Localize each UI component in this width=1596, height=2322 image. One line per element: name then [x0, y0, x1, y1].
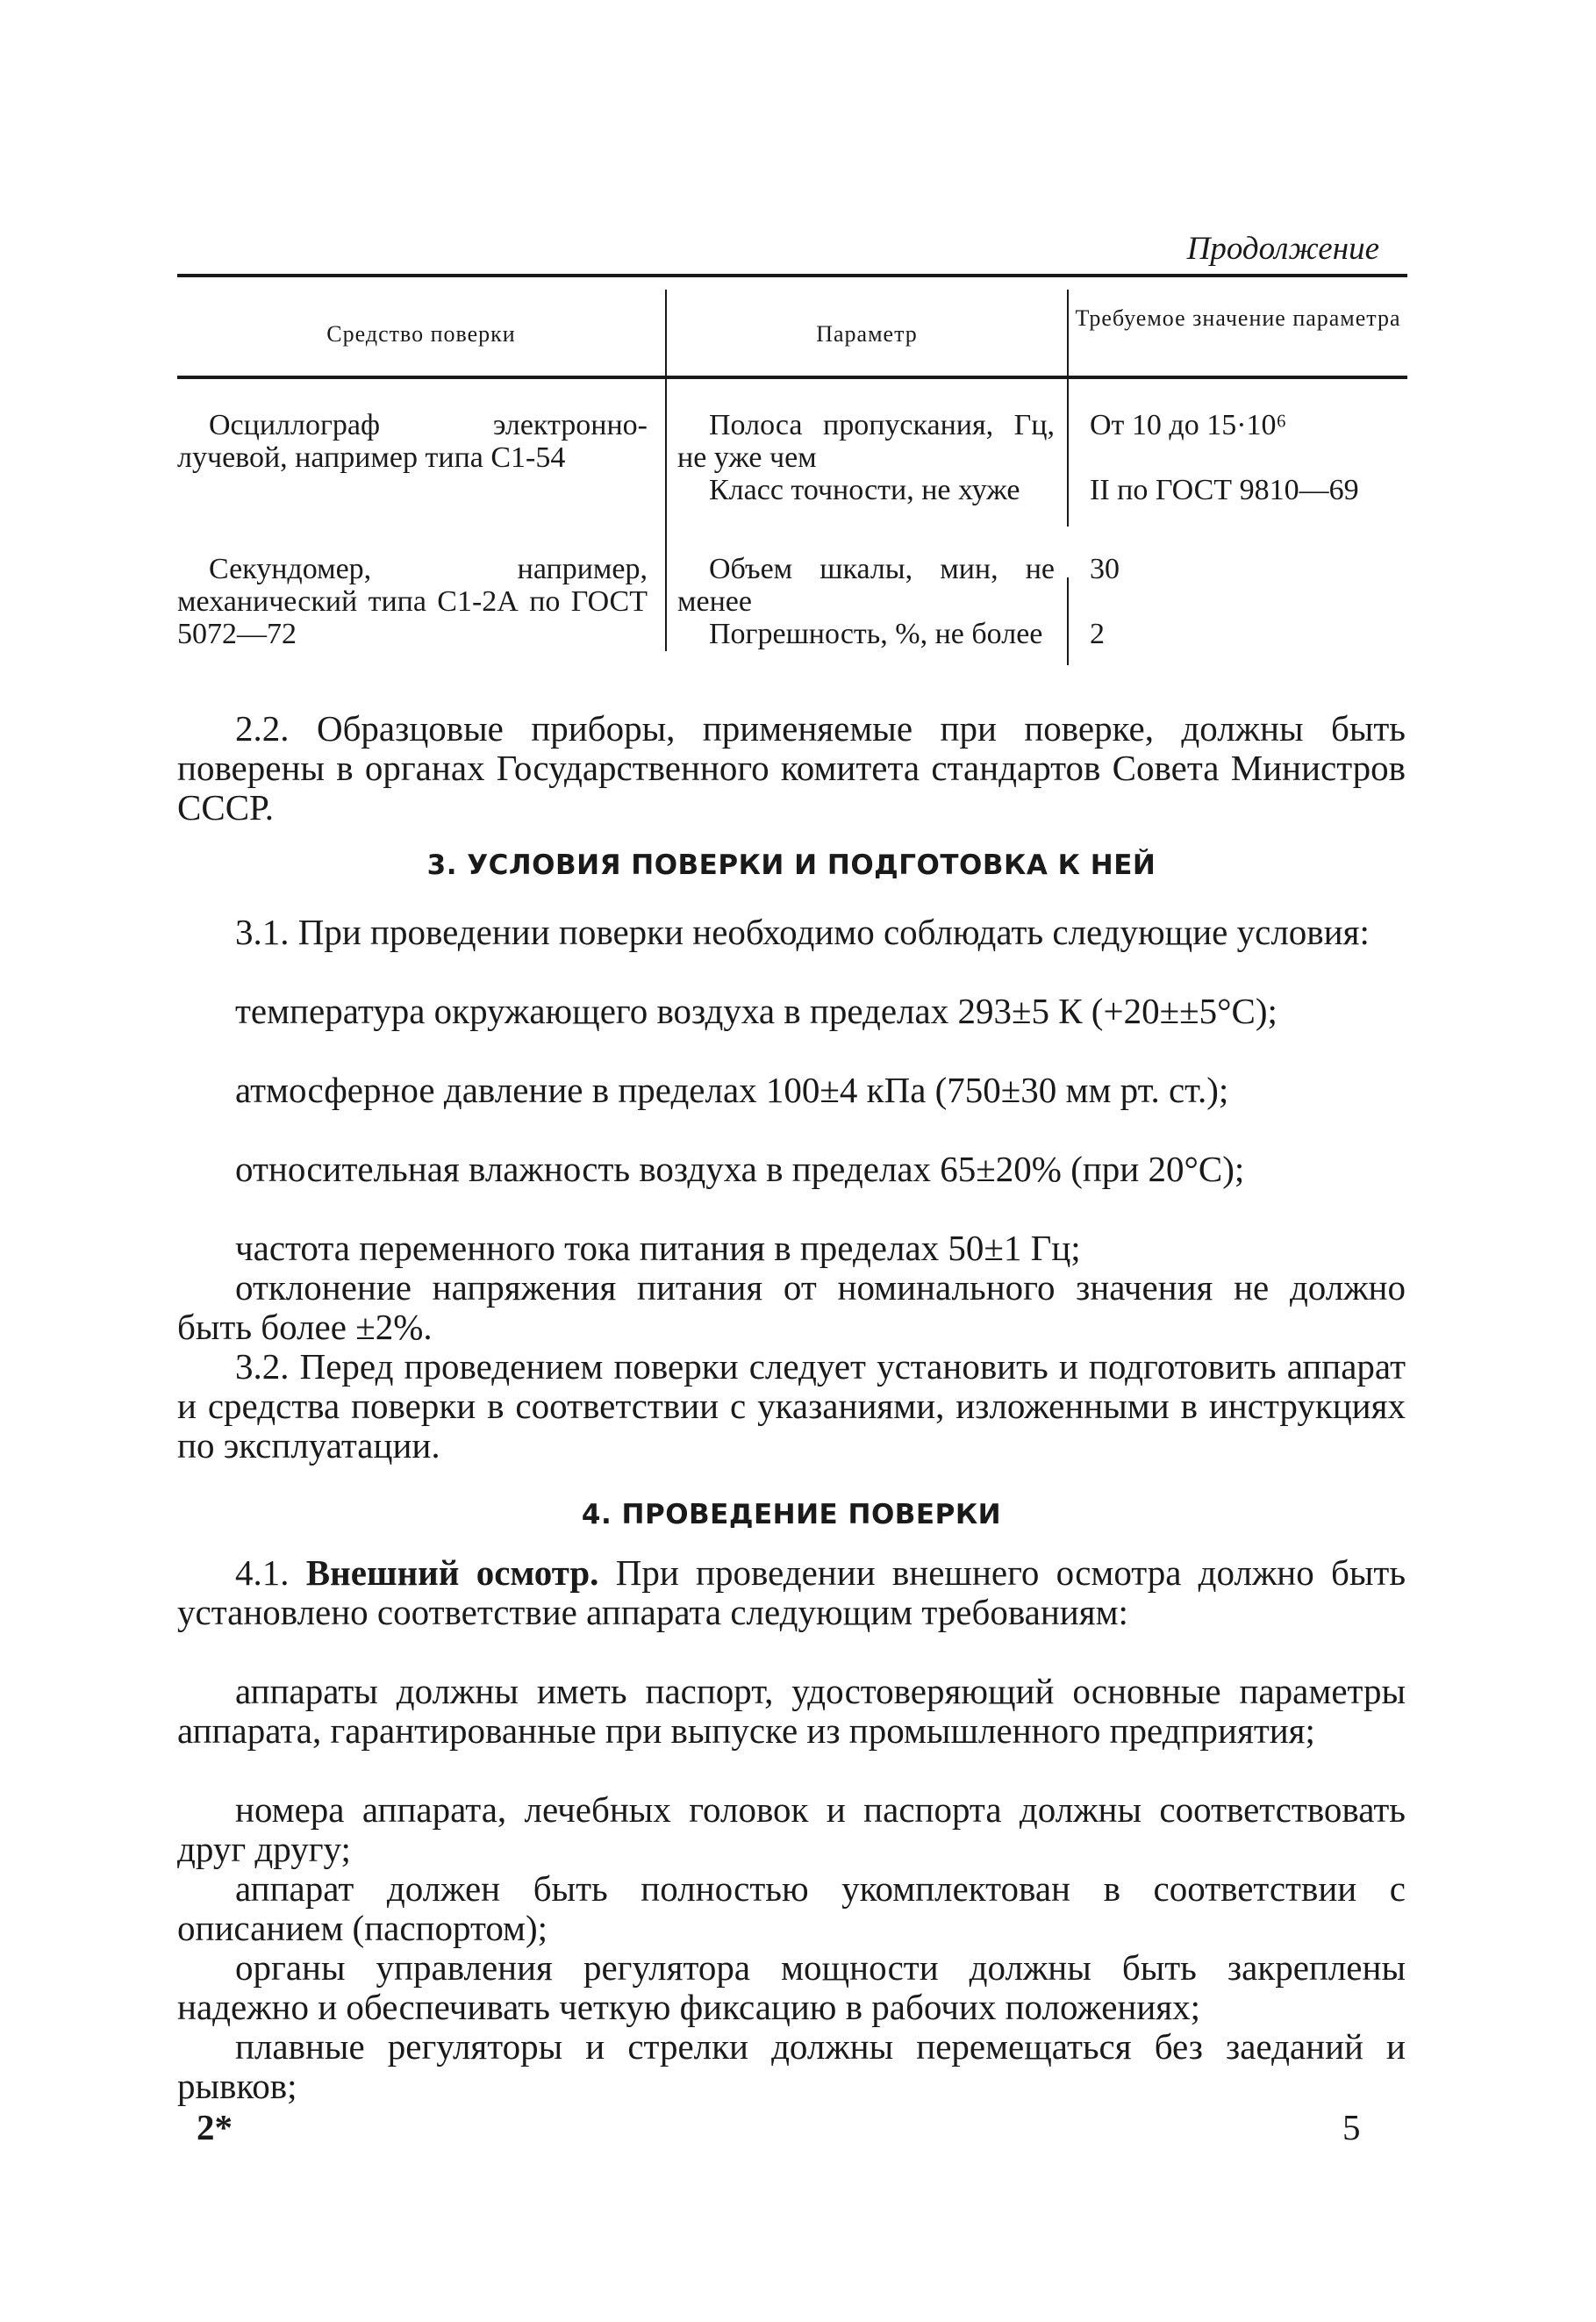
page-number: 5: [1342, 2107, 1361, 2147]
table-header-rule: [177, 376, 1407, 379]
table-cell-parameter: Погрешность, %, не более: [709, 618, 1043, 650]
requirement-completeness: аппарат должен быть полностью укомплектован в соответствии с описанием (паспортом);: [177, 1868, 1406, 1948]
table-top-rule: [177, 274, 1407, 277]
condition-voltage: отклонение напряжения питания от номинального значения не должно быть более ±2%.: [177, 1267, 1406, 1347]
paragraph-3-1: 3.1. При проведении поверки необходимо соблюдать следующие условия:: [235, 912, 1370, 952]
condition-frequency: частота переменного тока питания в пределах 50±1 Гц;: [235, 1228, 1081, 1268]
condition-pressure: атмосферное давление в пределах 100±4 кПа (750±30 мм рт. ст.);: [235, 1070, 1229, 1110]
table-column-divider: [1067, 577, 1069, 665]
paragraph-2-2: 2.2. Образцовые приборы, применяемые при поверке, должны быть поверены в органах Государственного комитета стандартов Совета Министров СССР.: [177, 708, 1406, 828]
sheet-mark: 2*: [197, 2107, 233, 2147]
table-cell-value: II по ГОСТ 9810—69: [1090, 474, 1359, 506]
table-header-instrument: Средство поверки: [326, 321, 516, 347]
paragraph-4-1-title: Внешний осмотр.: [305, 1552, 599, 1593]
table-cell-instrument: Секундомер, например, механический типа С1-2А по ГОСТ 5072—72: [177, 553, 648, 650]
table-cell-value: От 10 до 15·10⁶: [1090, 409, 1287, 441]
table-cell-parameter: Класс точности, не хуже: [709, 474, 1020, 506]
requirement-passport: аппараты должны иметь паспорт, удостоверяющий основные параметры аппарата, гарантированные при выпуске из промышленного предприятия;: [177, 1671, 1406, 1751]
section-heading-4: 4. ПРОВЕДЕНИЕ ПОВЕРКИ: [581, 1499, 1002, 1530]
table-header-required-value: Требуемое значение параметра: [1075, 305, 1401, 331]
condition-humidity: относительная влажность воздуха в пределах 65±20% (при 20°С);: [235, 1149, 1245, 1189]
table-cell-parameter: Объем шкалы, мин, не менее: [677, 553, 1055, 618]
table-header-parameter: Параметр: [816, 321, 918, 347]
table-cell-parameter: Полоса пропускания, Гц, не уже чем: [677, 409, 1055, 474]
paragraph-4-1-text: При проведении внешнего осмотра должно быть установлено соответствие аппарата следующим требованиям:: [177, 1552, 1406, 1632]
section-heading-3: 3. УСЛОВИЯ ПОВЕРКИ И ПОДГОТОВКА К НЕЙ: [426, 849, 1156, 881]
paragraph-4-1-number: 4.1.: [235, 1552, 290, 1593]
requirement-numbers: номера аппарата, лечебных головок и паспорта должны соответствовать друг другу;: [177, 1789, 1406, 1869]
paragraph-4-1: [177, 1553, 1406, 1632]
continuation-label: Продолжение: [1186, 231, 1379, 267]
condition-temperature: температура окружающего воздуха в пределах 293±5 К (+20±±5°С);: [235, 991, 1278, 1031]
paragraph-3-2: 3.2. Перед проведением поверки следует установить и подготовить аппарат и средства поверки в соответствии с указаниями, изложенными в инструкциях по эксплуатации.: [177, 1346, 1406, 1466]
table-cell-value: 2: [1090, 618, 1105, 650]
table-cell-instrument: Осциллограф электронно-лучевой, например типа С1-54: [177, 409, 648, 474]
requirement-controls: органы управления регулятора мощности должны быть закреплены надежно и обеспечивать четкую фиксацию в рабочих положениях;: [177, 1947, 1406, 2027]
requirement-regulators: плавные регуляторы и стрелки должны перемещаться без заеданий и рывков;: [177, 2026, 1406, 2106]
table-cell-value: 30: [1090, 553, 1120, 585]
